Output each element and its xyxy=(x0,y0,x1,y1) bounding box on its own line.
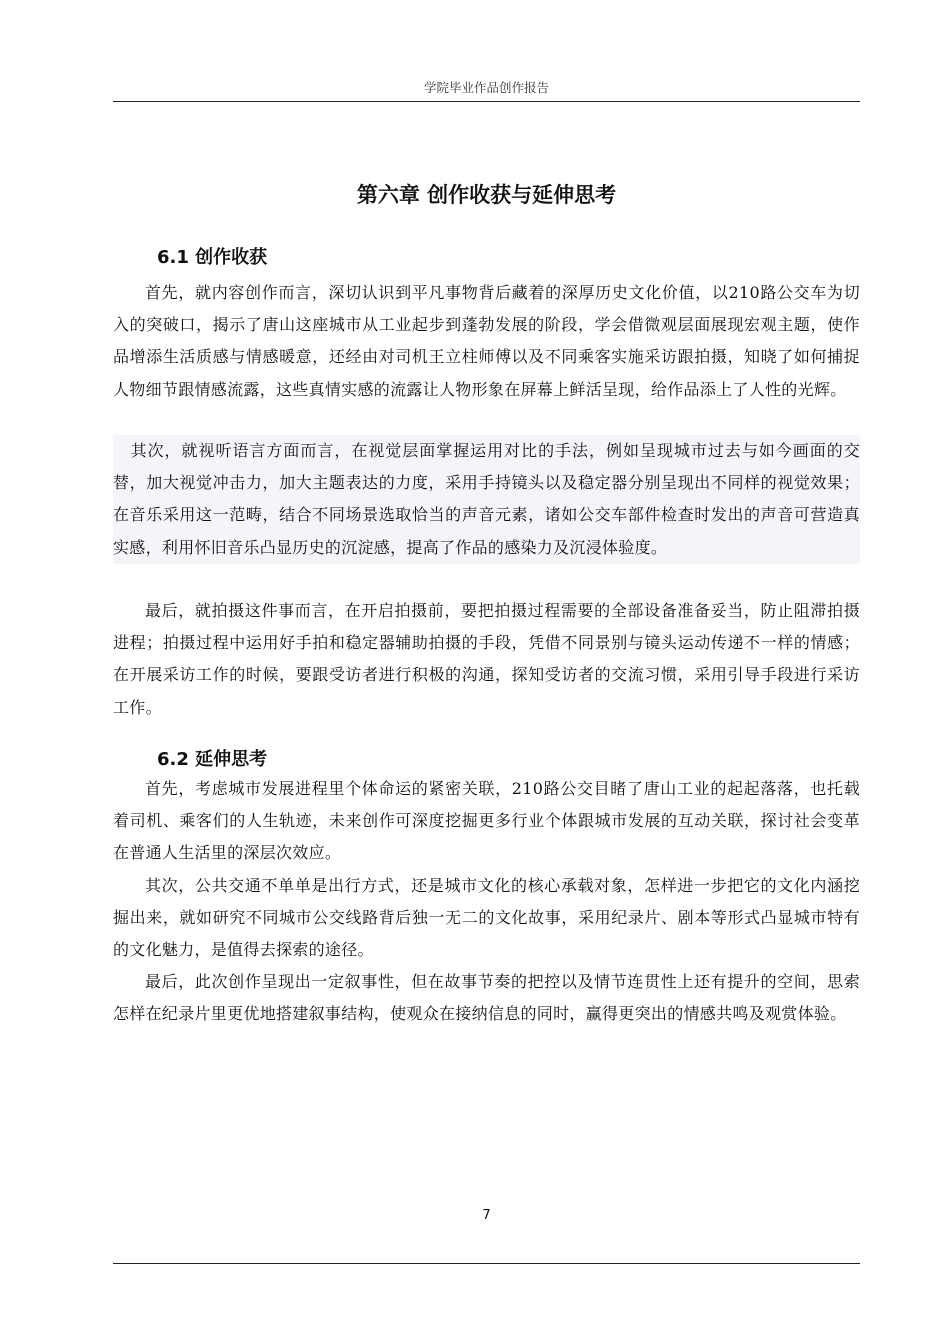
page-header: 学院毕业作品创作报告 xyxy=(423,80,549,95)
paragraph: 首先，考虑城市发展进程里个体命运的紧密关联，210路公交目睹了唐山工业的起起落落，也托载着司机、乘客们的人生轨迹，未来创作可深度挖掘更多行业个体跟城市发展的互动关联，探讨社会变革在普通人生活里的深层次效应。 xyxy=(113,779,860,863)
section-title-6-2: 6.2 延伸思考 xyxy=(157,749,268,770)
section-title-6-1: 6.1 创作收获 xyxy=(157,247,268,268)
paragraph: 最后，此次创作呈现出一定叙事性，但在故事节奏的把控以及情节连贯性上还有提升的空间，思索怎样在纪录片里更优地搭建叙事结构，使观众在接纳信息的同时，赢得更突出的情感共鸣及观赏体验。 xyxy=(113,972,860,1024)
header-rule xyxy=(113,101,860,102)
paragraph: 首先，就内容创作而言，深切认识到平凡事物背后藏着的深厚历史文化价值，以210路公交车为切入的突破口，揭示了唐山这座城市从工业起步到蓬勃发展的阶段，学会借微观层面展现宏观主题，使作品增添生活质感与情感暖意，还经由对司机王立柱师傅以及不同乘客实施采访跟拍摄，知晓了如何捕捉人物细节跟情感流露，这些真情实感的流露让人物形象在屏幕上鲜活呈现，给作品添上了人性的光辉。 xyxy=(113,283,860,399)
paragraph: 最后，就拍摄这件事而言，在开启拍摄前，要把拍摄过程需要的全部设备准备妥当，防止阻滞拍摄进程；拍摄过程中运用好手拍和稳定器辅助拍摄的手段，凭借不同景别与镜头运动传递不一样的情感；在开展采访工作的时候，要跟受访者进行积极的沟通，探知受访者的交流习惯，采用引导手段进行采访工作。 xyxy=(113,601,860,717)
paragraph: 其次，公共交通不单单是出行方式，还是城市文化的核心承载对象，怎样进一步把它的文化内涵挖掘出来，就如研究不同城市公交线路背后独一无二的文化故事，采用纪录片、剧本等形式凸显城市特有的文化魅力，是值得去探索的途径。 xyxy=(113,876,860,960)
chapter-title: 第六章 创作收获与延伸思考 xyxy=(356,183,617,207)
paragraph: 其次，就视听语言方面而言，在视觉层面掌握运用对比的手法，例如呈现城市过去与如今画面的交替，加大视觉冲击力，加大主题表达的力度，采用手持镜头以及稳定器分别呈现出不同样的视觉效果；在音乐采用这一范畴，结合不同场景选取恰当的声音元素，诸如公交车部件检查时发出的声音可营造真实感，利用怀旧音乐凸显历史的沉淀感，提高了作品的感染力及沉浸体验度。 xyxy=(113,435,860,564)
footer-rule xyxy=(113,1263,860,1264)
page-number: 7 xyxy=(482,1208,491,1223)
